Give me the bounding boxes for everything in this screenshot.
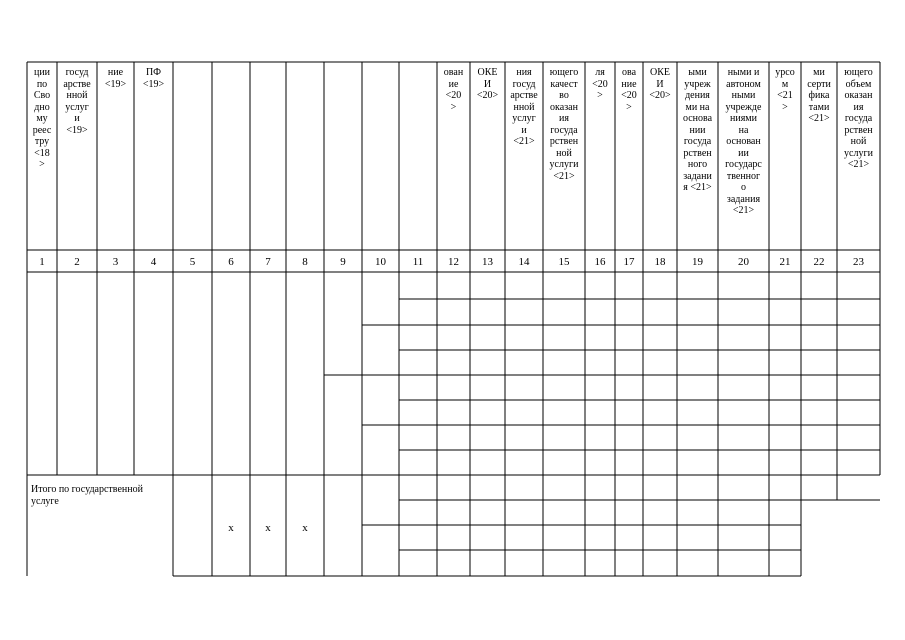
column-number: 10 [375,256,386,268]
header-cell [362,67,399,249]
column-number: 19 [692,256,703,268]
header-cell: ОКЕ И <20> [649,67,671,101]
column-number: 8 [302,256,308,268]
header-cell: урсо м <21 > [775,67,795,113]
column-number: 14 [518,256,530,268]
column-number: 16 [594,256,606,268]
column-number: 22 [813,256,825,268]
header-cell: ции по Сво дно му реес тру <18 > [32,67,52,170]
x-mark: x [302,522,308,534]
column-number: 21 [779,256,791,268]
column-number: 9 [340,256,346,268]
header-cell: ля <20 > [592,67,608,101]
column-number: 15 [558,256,570,268]
column-number: 2 [74,256,80,268]
header-cell: госуд арстве нной услуг и <19> [63,67,91,136]
header-cell: ован ие <20 > [443,67,464,113]
x-mark: x [228,522,234,534]
x-mark: x [265,522,271,534]
header-cell: ОКЕ И <20> [476,67,499,101]
column-number: 17 [623,256,635,268]
column-number: 11 [412,256,424,268]
column-number: 13 [482,256,493,268]
column-number: 7 [265,256,271,268]
header-cell [173,67,212,249]
header-cell [286,67,324,249]
header-cell: ными и автоном ными учрежде ниями на основан ии государс твенног о задания <21> [725,67,762,216]
column-number: 12 [448,256,459,268]
header-cell [250,67,286,249]
total-label: Итого по государственной услуге [31,484,143,507]
header-cell: ми серти фика тами <21> [807,67,831,124]
column-number: 5 [189,256,196,268]
header-cell: ния госуд арстве нной услуг и <21> [510,67,538,147]
column-number: 6 [228,256,234,268]
header-cell [212,67,250,249]
column-number: 1 [39,256,45,268]
header-cell: ова ние <20 > [621,67,637,113]
column-number: 18 [654,256,666,268]
header-cell: ПФ <19> [142,67,165,90]
header-cell: ющего объем оказан ия госуда рствен ной услуги <21> [844,67,873,170]
header-cell [399,67,437,249]
header-cell [324,67,362,249]
column-number: 3 [112,256,119,268]
column-number: 23 [853,256,864,268]
header-cell: ыми учреж дения ми на основа нии госуда рствен ного задани я <21> [682,67,713,193]
header-cell: ющего качест во оказан ия госуда рствен ной услуги <21> [549,67,579,182]
column-number: 20 [738,256,749,268]
column-number: 4 [150,256,157,268]
header-cell: ние <19> [104,67,127,90]
